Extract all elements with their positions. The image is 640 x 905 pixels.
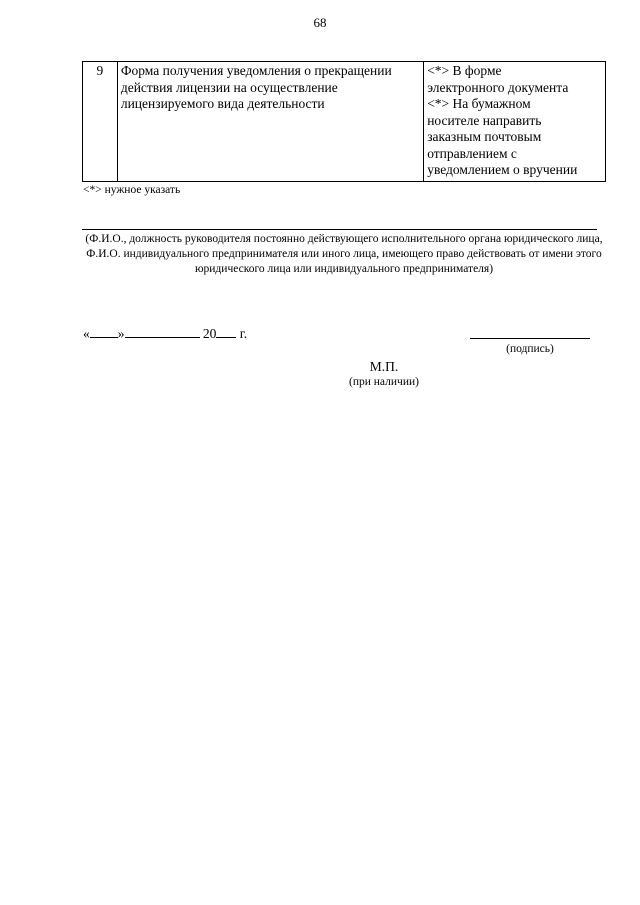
- value-line: отправлением с: [427, 145, 517, 161]
- table-row: [83, 62, 606, 182]
- row-name: Форма получения уведомления о прекращении действия лицензии на осуществление лицензируемого вида деятельности: [117, 62, 423, 182]
- year-blank: [216, 326, 236, 338]
- value-line: <*> На бумажном: [427, 96, 531, 111]
- form-table: [82, 61, 606, 182]
- date-close-quote: »: [117, 326, 125, 341]
- value-line: электронного документа: [427, 79, 569, 95]
- page-number: 68: [313, 15, 327, 30]
- signature-line: [470, 338, 590, 339]
- value-line: уведомлением о вручении: [427, 162, 578, 177]
- row-number: 9: [83, 62, 118, 182]
- value-line: <*> В форме: [427, 63, 502, 78]
- date-field: [83, 326, 247, 342]
- signature-caption: (Ф.И.О., должность руководителя постоянно действующего исполнительного органа юридического лица, Ф.И.О. индивидуального предпринимателя или иного лица, имеющего право действовать от имени этого юридического лица или индивидуального предпринимателя): [85, 233, 603, 275]
- year-suffix: г.: [239, 326, 248, 341]
- year-prefix: 20: [202, 326, 217, 341]
- row-value: [424, 62, 606, 182]
- value-line: носителе направить: [427, 112, 542, 128]
- day-blank: [90, 326, 118, 338]
- stamp-note: (при наличии): [349, 376, 419, 388]
- signature-name-line: [82, 229, 597, 230]
- footnote: <*> нужное указать: [83, 184, 181, 196]
- month-blank: [125, 326, 200, 338]
- value-line: заказным почтовым: [427, 129, 542, 144]
- stamp-label: М.П.: [369, 359, 399, 374]
- date-open-quote: «: [83, 326, 90, 341]
- signature-label: (подпись): [506, 343, 554, 355]
